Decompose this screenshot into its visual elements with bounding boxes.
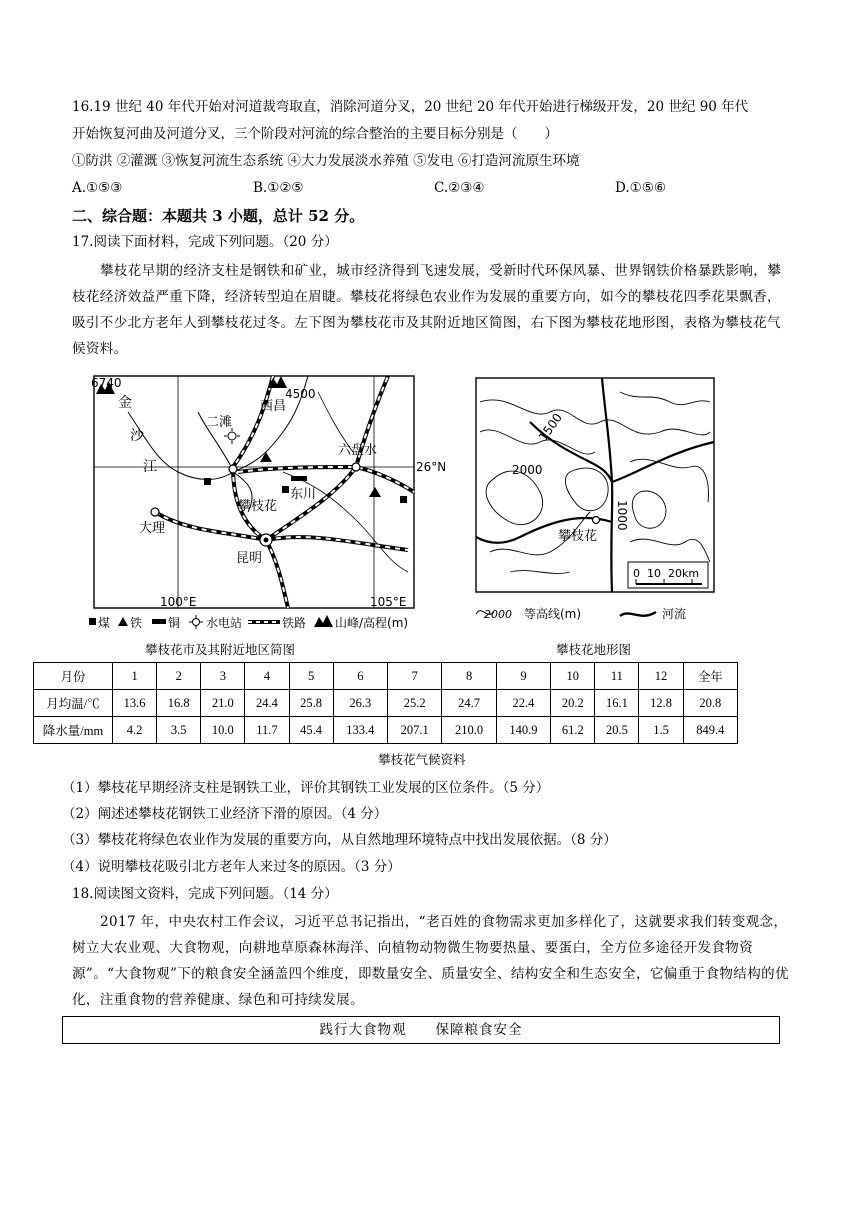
q16-stem-line1: 16.19 世纪 40 年代开始对河道裁弯取直，消除河道分叉，20 世纪 20 年代开始进行梯级开发，20 世纪 90 年代 — [72, 99, 749, 115]
q17-paragraph: 攀枝花早期的经济支柱是钢铁和矿业，城市经济得到飞速发展，受新时代环保风暴、世界钢铁价格暴跌影响，攀枝花经济效益严重下降，经济转型迫在眉睫。攀枝花将绿色农业作为发展的重要方向，如今的攀枝花四季花果飘香，吸引不少北方老年人到攀枝花过冬。左下图为攀枝花市及其附近地区简图，右下图为攀枝花地形图，表格为攀枝花气候资料。 — [72, 263, 782, 357]
option-b[interactable]: B.①②⑤ — [253, 180, 304, 196]
q17-sub4: （4）说明攀枝花吸引北方老年人来过冬的原因。（3 分） — [62, 859, 401, 875]
map-legend — [89, 615, 408, 630]
peak-east-label: 4500 — [285, 387, 316, 401]
svg-text:等高线(m): 等高线(m) — [524, 607, 582, 621]
latitude-label: 26°N — [416, 460, 447, 474]
option-d[interactable]: D.①⑤⑥ — [615, 180, 666, 196]
contour-label-1500: 1500 — [535, 410, 565, 444]
map2-caption: 攀枝花地形图 — [556, 642, 632, 657]
table-row: 降水量/mm 4.2 3.5 10.0 11.7 45.4 133.4 207.1 210.0 140.9 61.2 20.5 1.5 849.4 — [34, 717, 738, 744]
svg-text:10: 10 — [647, 567, 661, 580]
city-panzhihua: 攀枝花 — [558, 529, 598, 544]
place-dali: 大理 — [139, 521, 166, 536]
q17-sub2: （2）阐述述攀枝花钢铁工业经济下滑的原因。（4 分） — [62, 806, 388, 822]
coal-icon — [204, 478, 211, 485]
q18-title-box: 践行大食物观 保障粮食安全 — [62, 1016, 780, 1044]
svg-text:煤: 煤 — [98, 616, 111, 630]
contour-label-2000: 2000 — [512, 463, 543, 477]
peak-west-label: 6740 — [91, 376, 122, 390]
table-row: 月份 1 2 3 4 5 6 7 8 9 10 11 12 全年 — [34, 663, 738, 690]
svg-text:20km: 20km — [668, 567, 700, 580]
option-a[interactable]: A.①⑤③ — [72, 180, 123, 196]
place-xichang: 西昌 — [260, 399, 287, 414]
place-panzhihua: 攀枝花 — [238, 499, 278, 514]
svg-text:山峰/高程(m): 山峰/高程(m) — [335, 616, 409, 630]
coal-icon — [282, 486, 289, 493]
river-char-1: 金 — [118, 395, 132, 411]
scale-bar — [628, 562, 708, 588]
option-c[interactable]: C.②③④ — [434, 180, 485, 196]
map1-caption: 攀枝花市及其附近地区简图 — [145, 642, 296, 657]
svg-text:河流: 河流 — [662, 607, 687, 621]
svg-text:2000: 2000 — [484, 608, 512, 621]
section-title: 二、综合题：本题共 3 小题，总计 52 分。 — [72, 207, 365, 225]
svg-text:0: 0 — [633, 567, 640, 580]
copper-icon — [291, 476, 307, 481]
q17-stem: 17.阅读下面材料，完成下列问题。（20 分） — [72, 234, 338, 250]
place-dongchuan: 东川 — [290, 487, 317, 502]
climate-table — [33, 662, 738, 744]
table-caption: 攀枝花气候资料 — [378, 752, 466, 767]
coal-icon — [400, 496, 407, 503]
place-ertan: 二滩 — [206, 415, 233, 430]
q18-stem: 18.阅读图文资料，完成下列问题。（14 分） — [72, 886, 338, 902]
svg-text:水电站: 水电站 — [206, 616, 243, 630]
svg-text:铜: 铜 — [168, 616, 181, 630]
river-char-3: 江 — [143, 459, 157, 475]
place-kunming: 昆明 — [236, 551, 263, 566]
place-liupanshui: 六盘水 — [338, 443, 378, 458]
q16-items: ①防洪 ②灌溉 ③恢复河流生态系统 ④大力发展淡水养殖 ⑤发电 ⑥打造河流原生环境 — [72, 153, 580, 169]
terrain-legend — [476, 606, 686, 621]
svg-text:铁路: 铁路 — [282, 616, 307, 630]
q17-sub3: （3）攀枝花将绿色农业作为发展的重要方向，从自然地理环境特点中找出发展依据。（8 分） — [62, 832, 617, 848]
river-char-2: 沙 — [130, 428, 144, 444]
longitude-left-label: 100°E — [160, 595, 197, 609]
longitude-right-label: 105°E — [370, 595, 407, 609]
contour-label-1000: 1000 — [615, 500, 629, 531]
table-row: 月均温/℃ 13.6 16.8 21.0 24.4 25.8 26.3 25.2 24.7 22.4 20.2 16.1 12.8 20.8 — [34, 690, 738, 717]
q17-sub1: （1）攀枝花早期经济支柱是钢铁工业，评价其钢铁工业发展的区位条件。（5 分） — [62, 780, 550, 796]
svg-text:铁: 铁 — [130, 616, 143, 630]
panzhihua-terrain-map — [470, 372, 720, 634]
q18-paragraph: 2017 年，中央农村工作会议，习近平总书记指出，“老百姓的食物需求更加多样化了，这就要求我们转变观念，树立大农业观、大食物观，向耕地草原森林海洋、向植物动物微生物要热量、要蛋白，全方位多途径开发食物资源”。“大食物观”下的粮食安全涵盖四个维度，即数量安全、质量安全、结构安全和生态安全，它偏重于食物结构的优化，注重食物的营养健康、绿色和可持续发展。 — [72, 914, 789, 1008]
q16-stem-line2: 开始恢复河曲及河道分叉，三个阶段对河流的综合整治的主要目标分别是（ ） — [72, 126, 558, 142]
panzhihua-region-map — [88, 372, 448, 640]
